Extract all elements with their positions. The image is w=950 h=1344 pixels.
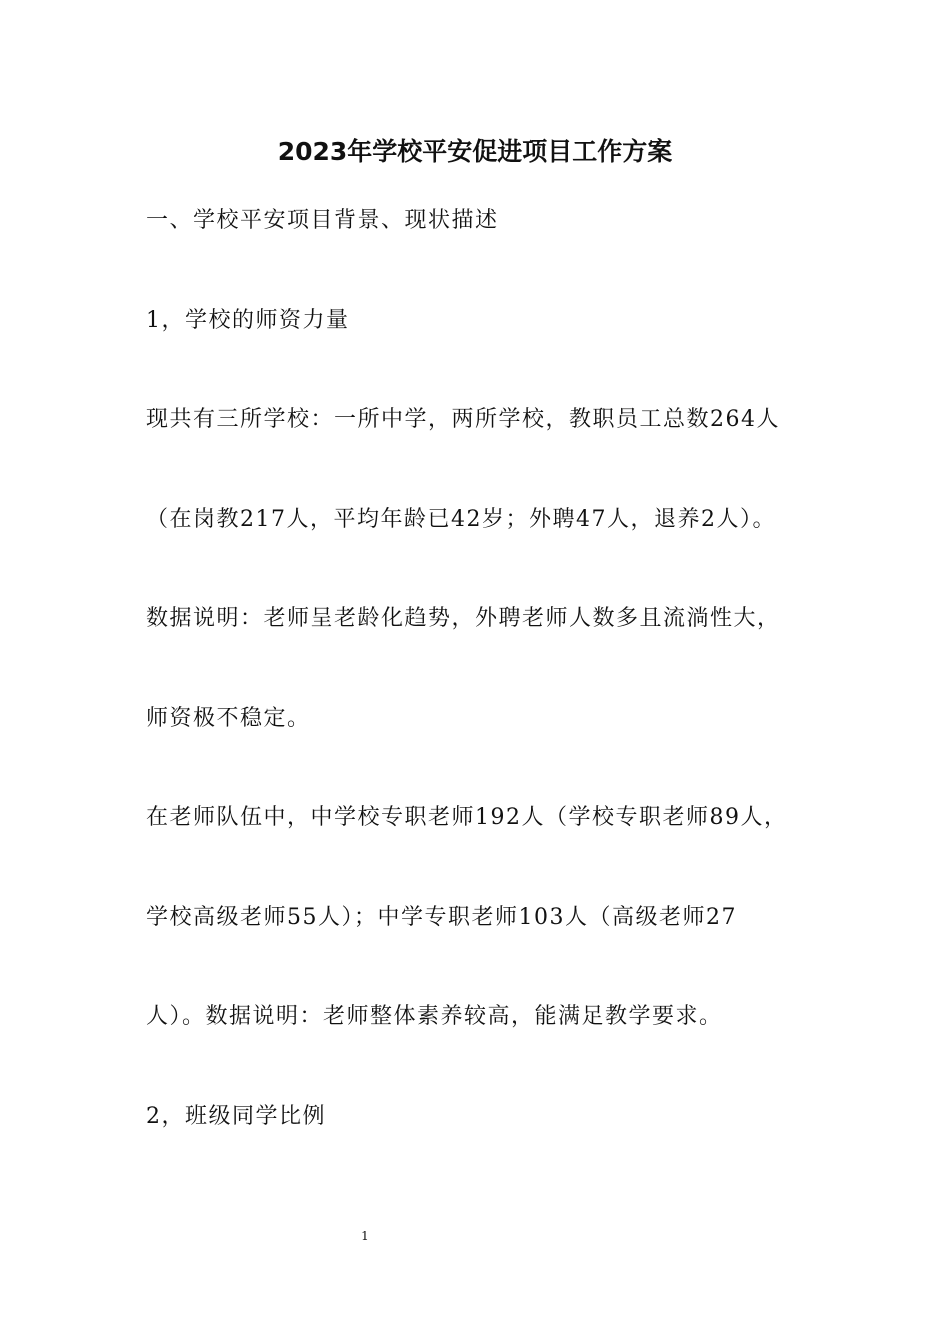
subsection-heading-class-ratio: 2，班级同学比例	[146, 1104, 326, 1129]
paragraph-line: 在老师队伍中，中学校专职老师192人（学校专职老师89人，	[146, 805, 788, 830]
paragraph-line: 师资极不稳定。	[146, 706, 311, 731]
page-number: 1	[361, 1229, 369, 1243]
paragraph-line: 人）。数据说明：老师整体素养较高，能满足教学要求。	[146, 1004, 723, 1029]
paragraph-line: （在岗教217人，平均年龄已42岁；外聘47人，退养2人）。	[146, 507, 776, 532]
paragraph-line: 数据说明：老师呈老龄化趋势，外聘老师人数多且流淌性大，	[146, 606, 781, 631]
document-title: 2023年学校平安促进项目工作方案	[277, 137, 673, 166]
subsection-heading-teachers: 1，学校的师资力量	[146, 308, 350, 333]
paragraph-line: 现共有三所学校：一所中学，两所学校，教职员工总数264人	[146, 407, 780, 432]
paragraph-line: 学校高级老师55人）；中学专职老师103人（高级老师27	[146, 905, 737, 930]
section-heading-1: 一、学校平安项目背景、现状描述	[146, 208, 499, 233]
